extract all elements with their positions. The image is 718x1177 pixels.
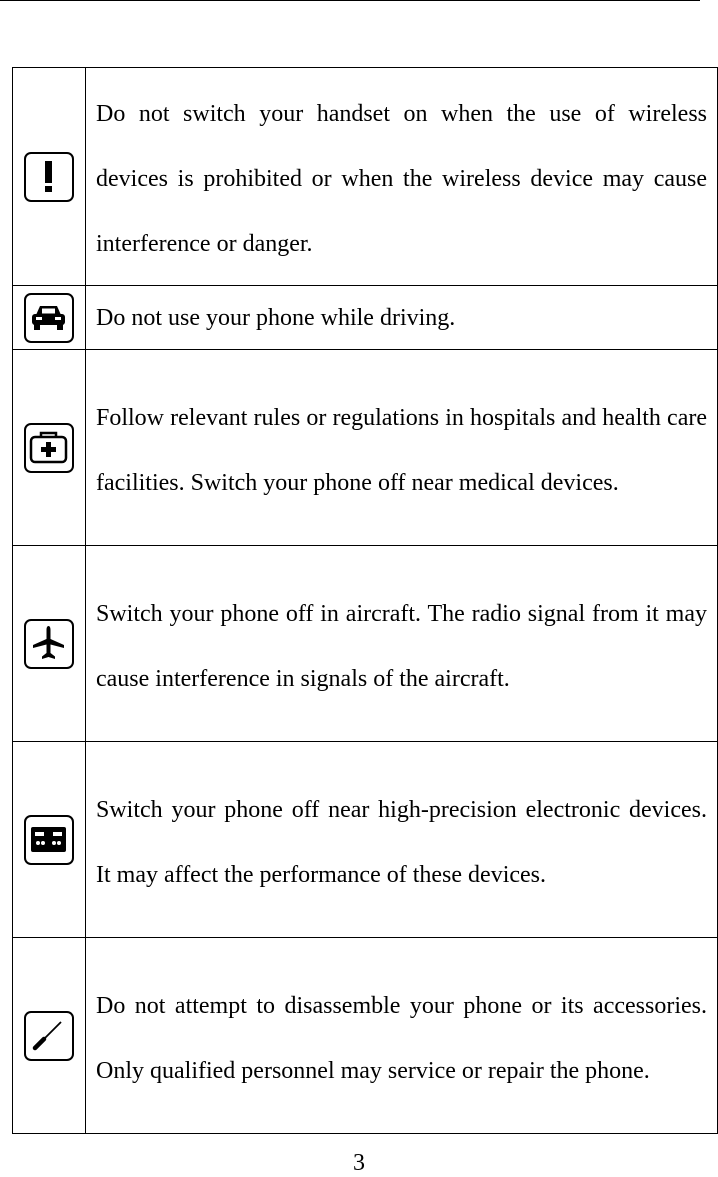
table-row xyxy=(13,938,718,1134)
table-row xyxy=(13,68,718,286)
icon-cell xyxy=(13,350,86,546)
page-number: 3 xyxy=(353,1150,365,1176)
exclamation-icon xyxy=(24,152,74,202)
row-text: Follow relevant rules or regulations in hospitals and health care facilities. Switch your phone off near medical devices. xyxy=(86,350,718,546)
icon-cell xyxy=(13,742,86,938)
medical-kit-icon xyxy=(24,423,74,473)
electronic-device-icon xyxy=(24,815,74,865)
row-text: Switch your phone off in aircraft. The radio signal from it may cause interference in signals of the aircraft. xyxy=(86,546,718,742)
table-row xyxy=(13,742,718,938)
table-row xyxy=(13,546,718,742)
icon-cell xyxy=(13,938,86,1134)
header-rule xyxy=(0,0,700,1)
airplane-icon xyxy=(24,619,74,669)
screwdriver-icon xyxy=(24,1011,74,1061)
row-text: Do not use your phone while driving. xyxy=(86,286,718,350)
row-text: Do not switch your handset on when the use of wireless devices is prohibited or when the wireless device may cause interference or danger. xyxy=(86,68,718,286)
icon-cell xyxy=(13,546,86,742)
icon-cell xyxy=(13,68,86,286)
row-text: Switch your phone off near high-precision electronic devices. It may affect the performance of these devices. xyxy=(86,742,718,938)
safety-table xyxy=(12,67,718,1134)
row-text: Do not attempt to disassemble your phone or its accessories. Only qualified personnel may service or repair the phone. xyxy=(86,938,718,1134)
table-row xyxy=(13,286,718,350)
icon-cell xyxy=(13,286,86,350)
car-icon xyxy=(24,293,74,343)
table-row xyxy=(13,350,718,546)
